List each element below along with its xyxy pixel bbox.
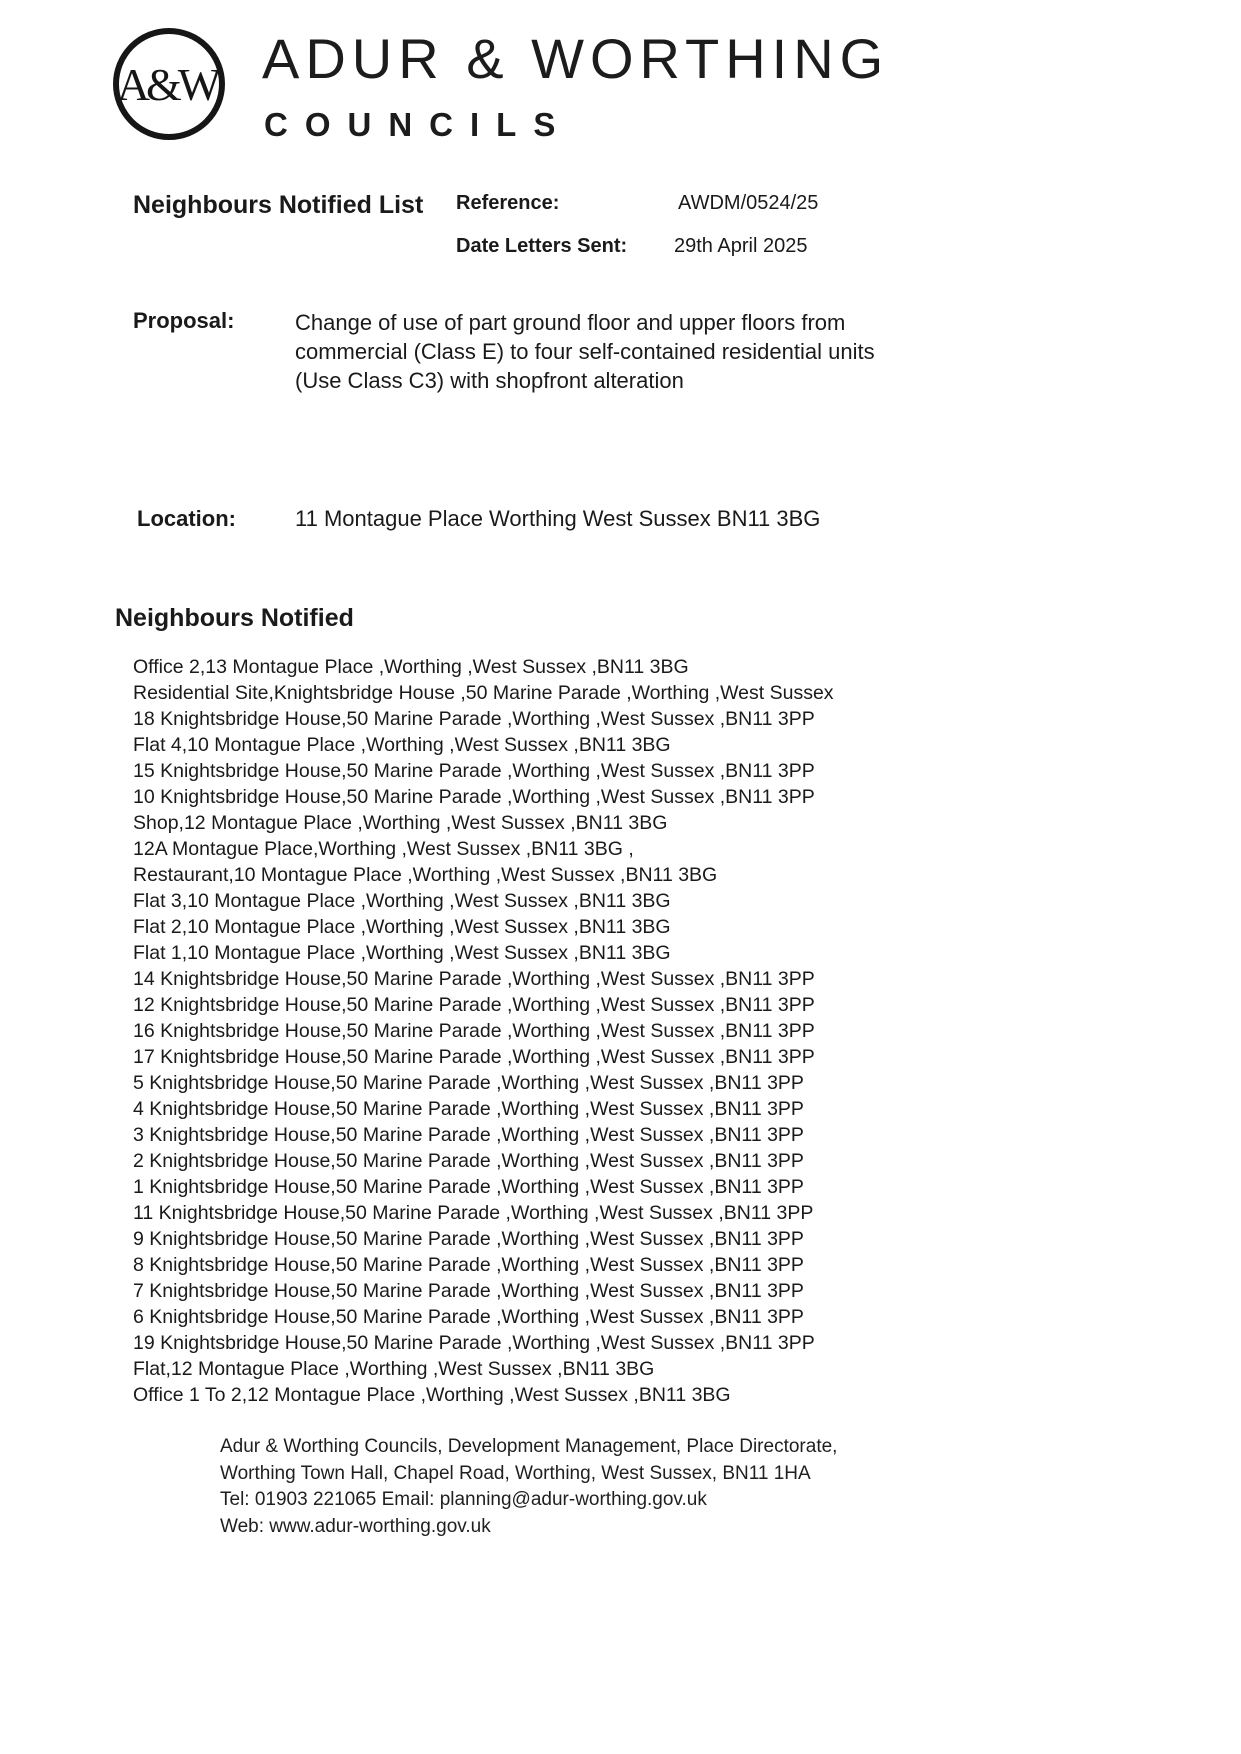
footer-contact-block	[220, 1434, 1120, 1540]
address-line: 6 Knightsbridge House,50 Marine Parade ,Worthing ,West Sussex ,BN11 3PP	[133, 1306, 804, 1328]
logo-monogram-text: A&W	[116, 58, 218, 110]
address-line: 17 Knightsbridge House,50 Marine Parade ,Worthing ,West Sussex ,BN11 3PP	[133, 1046, 815, 1068]
location-label: Location:	[137, 506, 236, 531]
address-line: 8 Knightsbridge House,50 Marine Parade ,Worthing ,West Sussex ,BN11 3PP	[133, 1254, 804, 1276]
proposal-text: Change of use of part ground floor and upper floors from commercial (Class E) to four self-contained residential units (Use Class C3) with shopfront alteration	[295, 310, 875, 393]
address-line: 12A Montague Place,Worthing ,West Sussex ,BN11 3BG ,	[133, 838, 634, 860]
address-line: Flat 1,10 Montague Place ,Worthing ,West Sussex ,BN11 3BG	[133, 942, 671, 964]
footer-line: Worthing Town Hall, Chapel Road, Worthing, West Sussex, BN11 1HA	[220, 1462, 811, 1484]
address-line: Flat 3,10 Montague Place ,Worthing ,West Sussex ,BN11 3BG	[133, 890, 671, 912]
reference-label: Reference:	[456, 192, 560, 214]
address-line: Flat,12 Montague Place ,Worthing ,West Sussex ,BN11 3BG	[133, 1358, 655, 1380]
footer-line: Adur & Worthing Councils, Development Management, Place Directorate,	[220, 1436, 838, 1457]
address-line: 9 Knightsbridge House,50 Marine Parade ,Worthing ,West Sussex ,BN11 3PP	[133, 1228, 804, 1250]
org-subtitle: COUNCILS	[264, 106, 573, 143]
address-line: 11 Knightsbridge House,50 Marine Parade ,Worthing ,West Sussex ,BN11 3PP	[133, 1202, 814, 1224]
address-line: Office 1 To 2,12 Montague Place ,Worthing ,West Sussex ,BN11 3BG	[133, 1384, 731, 1406]
address-line: 14 Knightsbridge House,50 Marine Parade ,Worthing ,West Sussex ,BN11 3PP	[133, 968, 815, 990]
address-line: 1 Knightsbridge House,50 Marine Parade ,Worthing ,West Sussex ,BN11 3PP	[133, 1176, 804, 1198]
neighbours-notified-heading: Neighbours Notified	[115, 604, 354, 632]
page-title: Neighbours Notified List	[133, 191, 424, 219]
address-line: 3 Knightsbridge House,50 Marine Parade ,Worthing ,West Sussex ,BN11 3PP	[133, 1124, 804, 1146]
org-name: ADUR & WORTHING	[262, 27, 890, 90]
address-line: 16 Knightsbridge House,50 Marine Parade ,Worthing ,West Sussex ,BN11 3PP	[133, 1020, 815, 1042]
address-line: 2 Knightsbridge House,50 Marine Parade ,Worthing ,West Sussex ,BN11 3PP	[133, 1150, 804, 1172]
address-line: Shop,12 Montague Place ,Worthing ,West Sussex ,BN11 3BG	[133, 812, 668, 834]
address-line: 5 Knightsbridge House,50 Marine Parade ,Worthing ,West Sussex ,BN11 3PP	[133, 1072, 804, 1094]
address-line: Flat 4,10 Montague Place ,Worthing ,West Sussex ,BN11 3BG	[133, 734, 671, 756]
address-line: Restaurant,10 Montague Place ,Worthing ,West Sussex ,BN11 3BG	[133, 864, 718, 886]
address-line: 19 Knightsbridge House,50 Marine Parade ,Worthing ,West Sussex ,BN11 3PP	[133, 1332, 815, 1354]
footer-line: Web: www.adur-worthing.gov.uk	[220, 1515, 491, 1537]
address-line: 18 Knightsbridge House,50 Marine Parade ,Worthing ,West Sussex ,BN11 3PP	[133, 708, 815, 730]
address-line: 15 Knightsbridge House,50 Marine Parade ,Worthing ,West Sussex ,BN11 3PP	[133, 760, 815, 782]
address-line: Office 2,13 Montague Place ,Worthing ,West Sussex ,BN11 3BG	[133, 656, 689, 678]
date-letters-sent-value: 29th April 2025	[674, 235, 808, 257]
date-letters-sent-label: Date Letters Sent:	[456, 235, 628, 257]
address-line: Residential Site,Knightsbridge House ,50 Marine Parade ,Worthing ,West Sussex	[133, 682, 834, 704]
reference-value: AWDM/0524/25	[678, 192, 819, 214]
location-value: 11 Montague Place Worthing West Sussex BN11 3BG	[295, 506, 821, 531]
address-line: 12 Knightsbridge House,50 Marine Parade ,Worthing ,West Sussex ,BN11 3PP	[133, 994, 815, 1016]
proposal-label: Proposal:	[133, 308, 235, 333]
neighbours-list	[133, 654, 1133, 1408]
footer-line: Tel: 01903 221065 Email: planning@adur-worthing.gov.uk	[220, 1489, 707, 1510]
address-line: 10 Knightsbridge House,50 Marine Parade ,Worthing ,West Sussex ,BN11 3PP	[133, 786, 815, 808]
council-logo	[113, 28, 225, 140]
address-line: 7 Knightsbridge House,50 Marine Parade ,Worthing ,West Sussex ,BN11 3PP	[133, 1280, 804, 1302]
address-line: 4 Knightsbridge House,50 Marine Parade ,Worthing ,West Sussex ,BN11 3PP	[133, 1098, 804, 1120]
address-line: Flat 2,10 Montague Place ,Worthing ,West Sussex ,BN11 3BG	[133, 916, 671, 938]
